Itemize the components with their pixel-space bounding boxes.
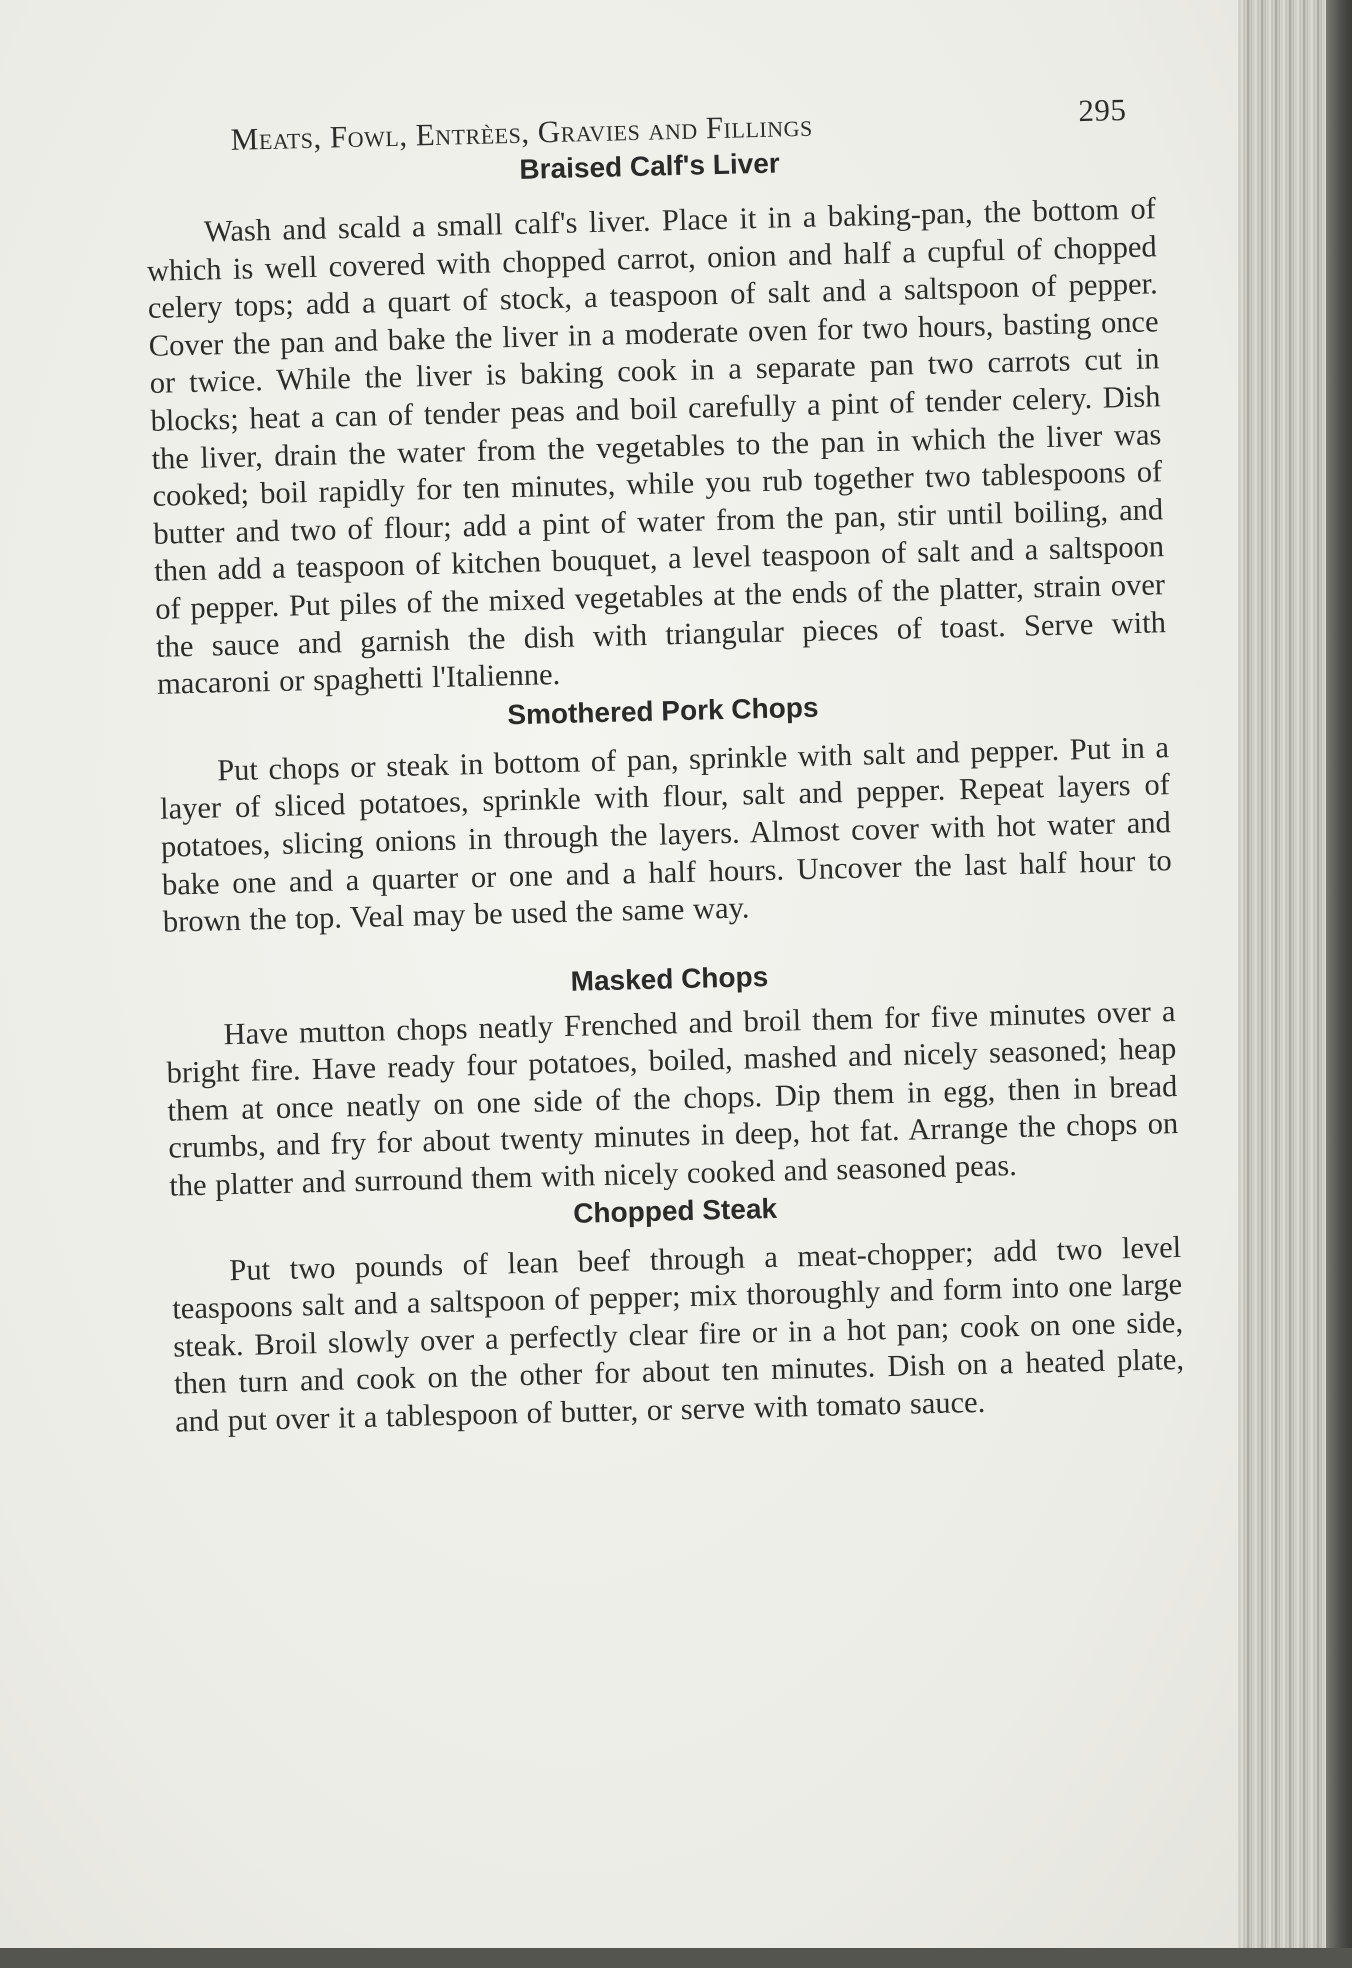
scan-border bbox=[0, 1948, 1352, 1968]
recipe-text-braised-calfs-liver: Wash and scald a small calf's liver. Place it in a baking-pan, the bottom of which is well covered with chopped carrot, onion and half a cupful of chopped celery tops; add a quart of stock, a teaspoon of salt and a saltspoon of pepper. Cover the pan and bake the liver in a moderate oven for two hours, basting once or twice. While the liver is baking cook in a separate pan two carrots cut in blocks; heat a can of tender peas and boil carefully a pint of tender celery. Dish the liver, drain the water from the vegetables to the pan in which the liver was cooked; boil rapidly for ten minutes, while you rub together two tablespoons of butter and two of flour; add a pint of water from the pan, stir until boiling, and then add a teaspoon of kitchen bouquet, a level teaspoon of salt and a saltspoon of pepper. Put piles of the mixed vegetables at the ends of the platter, strain over the sauce and garnish the dish with triangular pieces of toast. Serve with macaroni or spaghetti l'Italienne. bbox=[146, 191, 1167, 701]
page-edges bbox=[1238, 0, 1352, 1968]
recipe-title-chopped-steak: Chopped Steak bbox=[572, 1192, 778, 1229]
running-head-title: Meats, Fowl, Entrèes, Gravies and Fillings bbox=[230, 107, 813, 157]
recipe-text-smothered-pork-chops: Put chops or steak in bottom of pan, sprinkle with salt and pepper. Put in a layer of sliced potatoes, sprinkle with flour, salt and pepper. Repeat layers of potatoes, slicing onions in through the layers. Almost cover with hot water and bake one and a quarter or one and a half hours. Uncover the last half hour to brown the top. Veal may be used the same way. bbox=[159, 729, 1173, 939]
page-number: 295 bbox=[1077, 91, 1127, 129]
recipe-text-chopped-steak: Put two pounds of lean beef through a meat-chopper; add two level teaspoons salt and a saltspoon of pepper; mix thoroughly and form into one large steak. Broil slowly over a perfectly clear fire or in a hot pan; cook on one side, then turn and cook on the other for about ten minutes. Dish on a heated plate, and put over it a tablespoon of butter, or serve with tomato sauce. bbox=[171, 1229, 1185, 1439]
recipe-title-masked-chops: Masked Chops bbox=[570, 960, 769, 997]
recipe-title-smothered-pork-chops: Smothered Pork Chops bbox=[506, 691, 819, 730]
page-text-block bbox=[143, 83, 1185, 1441]
recipe-text-masked-chops: Have mutton chops neatly Frenched and broil them for five minutes over a bright fire. Have ready four potatoes, boiled, mashed and nicely seasoned; heap them at once neatly on one side of the chops. Dip them in egg, then in bread crumbs, and fry for about twenty minutes in deep, hot fat. Arrange the chops on the platter and surround them with nicely cooked and seasoned peas. bbox=[166, 993, 1179, 1203]
recipe-title-braised-calfs-liver: Braised Calf's Liver bbox=[519, 147, 781, 185]
